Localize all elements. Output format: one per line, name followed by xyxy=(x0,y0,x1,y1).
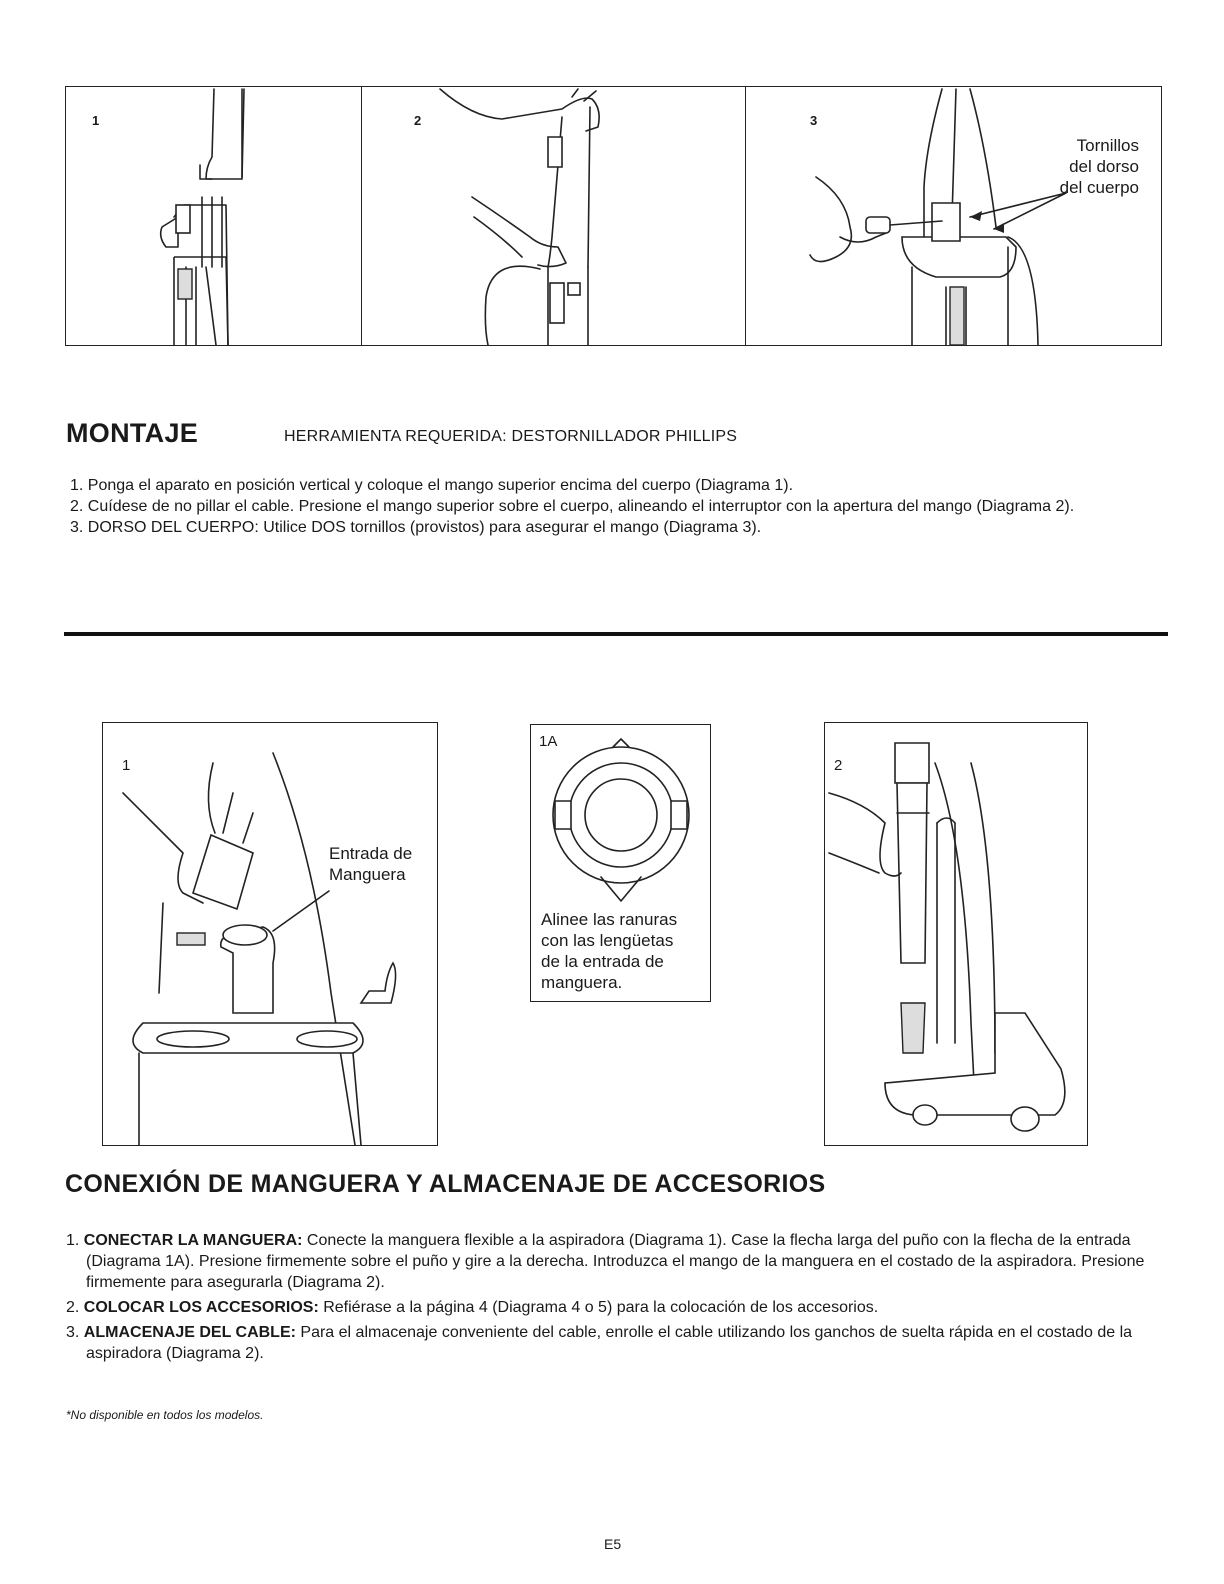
pressing-handle-illustration xyxy=(362,87,746,346)
step-text: Refiérase a la página 4 (Diagrama 4 o 5) para la colocación de los accesorios. xyxy=(323,1299,879,1316)
montaje-title: MONTAJE xyxy=(66,418,199,448)
required-tool: HERRAMIENTA REQUERIDA: DESTORNILLADOR PHILLIPS xyxy=(284,428,738,445)
alignment-callout xyxy=(541,909,677,993)
step-label: COLOCAR LOS ACCESORIOS: xyxy=(83,1299,319,1316)
screwing-handle-illustration xyxy=(746,87,1162,346)
callout-line: Tornillos xyxy=(1076,136,1139,155)
diagram-number: 1A xyxy=(539,733,558,750)
step-label: CONECTAR LA MANGUERA: xyxy=(83,1232,303,1249)
montaje-diagram-2 xyxy=(361,86,746,346)
section-divider xyxy=(64,632,1168,636)
step-number: 3. xyxy=(66,1324,80,1341)
callout-line: Entrada de xyxy=(329,844,413,863)
callout-line: de la entrada de xyxy=(541,952,664,971)
page-number: E5 xyxy=(604,1536,622,1552)
montaje-step: 2. Cuídese de no pillar el cable. Presione el mango superior sobre el cuerpo, alineando el interruptor con la apertura del mango (Diagrama 2). xyxy=(70,498,1075,515)
conexion-step xyxy=(66,1322,1166,1364)
callout-line: Alinee las ranuras xyxy=(541,910,678,929)
hose-inlet-illustration xyxy=(103,723,438,1146)
callout-line: del dorso xyxy=(1069,157,1139,176)
diagram-number: 3 xyxy=(810,113,818,128)
step-number: 2. xyxy=(66,1299,80,1316)
step-text: Conecte la manguera flexible a la aspiradora (Diagrama 1). Case la flecha larga del puño con la flecha de la entrada (Diagrama 1A). Presione firmemente sobre el puño y gire a la derecha. Introduzca el mango de la manguera en el costado de la aspiradora. Presione firmemente para asegurarla (Diagrama 2). xyxy=(86,1232,1145,1291)
montaje-steps xyxy=(70,475,1190,538)
hose-diagram-1 xyxy=(102,722,438,1146)
conexion-step xyxy=(66,1297,1166,1318)
step-label: ALMACENAJE DEL CABLE: xyxy=(83,1324,296,1341)
diagram-number: 1 xyxy=(92,113,100,128)
hose-diagram-1a xyxy=(530,724,711,1002)
callout-line: con las lengüetas xyxy=(541,931,674,950)
step-number: 1. xyxy=(66,1232,80,1249)
montaje-diagram-3 xyxy=(745,86,1162,346)
handle-over-body-illustration xyxy=(66,87,362,346)
vacuum-side-storage-illustration xyxy=(825,723,1088,1146)
conexion-steps xyxy=(66,1230,1166,1368)
conexion-step xyxy=(66,1230,1166,1293)
montaje-step: 1. Ponga el aparato en posición vertical y coloque el mango superior encima del cuerpo (Diagrama 1). xyxy=(70,477,794,494)
diagram-number: 2 xyxy=(414,113,422,128)
availability-note: *No disponible en todos los modelos. xyxy=(66,1408,264,1422)
diagram-number: 2 xyxy=(834,757,843,774)
hose-inlet-callout xyxy=(329,843,412,885)
diagram-number: 1 xyxy=(122,757,131,774)
conexion-title: CONEXIÓN DE MANGUERA Y ALMACENAJE DE ACCESORIOS xyxy=(65,1170,826,1198)
callout-line: Manguera xyxy=(329,865,406,884)
screws-callout xyxy=(1060,135,1139,198)
montaje-step: 3. DORSO DEL CUERPO: Utilice DOS tornillos (provistos) para asegurar el mango (Diagrama 3). xyxy=(70,519,762,536)
step-text: Para el almacenaje conveniente del cable, enrolle el cable utilizando los ganchos de suelta rápida en el costado de la aspiradora (Diagrama 2). xyxy=(86,1324,1133,1362)
hose-diagram-2 xyxy=(824,722,1088,1146)
montaje-diagram-1 xyxy=(65,86,362,346)
callout-line: del cuerpo xyxy=(1059,178,1139,197)
callout-line: manguera. xyxy=(541,973,623,992)
